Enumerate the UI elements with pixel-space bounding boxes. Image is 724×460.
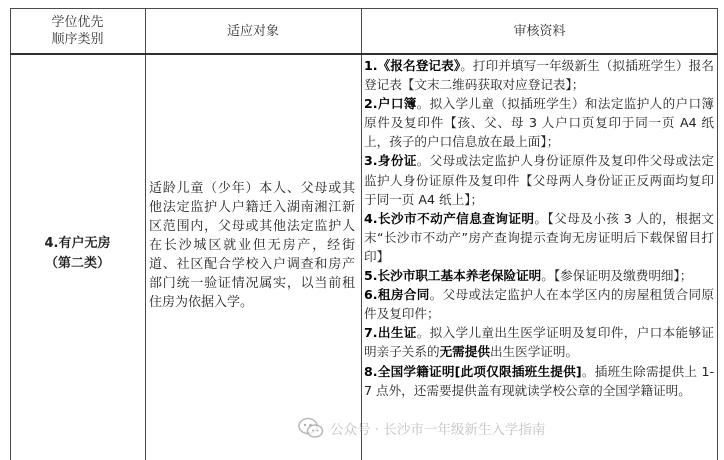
header-target-label: 适应对象 [226, 23, 279, 39]
doc-item-3 [364, 151, 714, 208]
doc-item-4 [364, 209, 714, 266]
enrollment-table [10, 8, 718, 460]
doc-item-8 [364, 362, 714, 400]
doc-item-7-title: 7.出生证 [364, 325, 417, 341]
doc-item-7 [364, 323, 714, 361]
doc-item-4-text: 。【父母及小孩 3 人的，根据文末“长沙市不动产”房产查询提示查询无房证明后下载保留目打印】 [364, 210, 714, 264]
header-category [10, 9, 145, 53]
target-description: 适龄儿童（少年）本人、父母或其他法定监护人户籍迁入湖南湘江新区范围内，父母或其他法定监护人在长沙城区就业但无房产，经街道、社区配合学校入户调查和房产部门统一验证情况属实，以当前租住房为依据入学。 [149, 181, 355, 310]
doc-item-5-text: 。【参保证明及缴费明细】； [541, 268, 693, 284]
doc-item-4-title: 4.长沙市不动产信息查询证明 [364, 210, 535, 226]
header-documents-label: 审核资料 [513, 23, 566, 39]
doc-item-2-title: 2.户口簿 [364, 96, 417, 112]
watermark-text: 公众号 · 长沙市一年级新生入学指南 [330, 422, 546, 438]
doc-item-6-text: 。父母或法定监护人在本学区内的房屋租赁合同原件及复印件； [364, 287, 714, 322]
header-target [145, 9, 361, 53]
doc-item-5-title: 5.长沙市职工基本养老保险证明 [364, 268, 542, 284]
doc-item-2-text: 。拟入学儿童（拟插班学生）和法定监护人的户口簿原件及复印件【孩、父、母 3 人户口页复印于同一页 A4 纸上，孩子的户口信息放在最上面】； [364, 96, 714, 150]
documents-cell [361, 56, 718, 460]
doc-item-1-text: 。打印并填写一年级新生（拟插班学生）报名登记表【文末二维码获取对应登记表】； [364, 58, 715, 93]
doc-item-3-title: 3.身份证 [364, 153, 417, 169]
doc-item-8-text: 。插班生除需提供上 1-7 点外，还需要提供盖有现就读学校公章的全国学籍证明。 [364, 363, 714, 398]
category-sublabel: （第二类） [44, 255, 110, 271]
category-cell [10, 55, 145, 460]
header-category-line1: 学位优先 [51, 15, 104, 30]
category-label: 4.有户无房 [44, 235, 111, 251]
doc-item-7-emphasis: 无需提供 [439, 344, 490, 360]
doc-item-6-title: 6.租房合同 [364, 287, 430, 303]
header-documents [361, 9, 718, 53]
doc-item-1-title: 1.《报名登记表》 [364, 58, 461, 73]
doc-item-3-text: 。父母或法定监护人身份证原件及复印件父母或法定监护人身份证原件及复印件【父母两人身份证正反两面均复印于同一页 A4 纸上】； [364, 153, 714, 207]
doc-item-1 [364, 56, 714, 94]
doc-item-8-title: 8.全国学籍证明[此项仅限插班生提供] [364, 363, 582, 379]
doc-item-7-text: 。拟入学儿童出生医学证明及复印件，户口本能够证明亲子关系的 [364, 325, 714, 360]
header-category-line2: 顺序类别 [51, 32, 104, 47]
target-cell [145, 55, 361, 460]
doc-item-7-tail: 出生医学证明。 [489, 344, 579, 360]
doc-item-6 [364, 285, 714, 323]
doc-item-2 [364, 94, 714, 151]
doc-item-5 [364, 266, 714, 285]
